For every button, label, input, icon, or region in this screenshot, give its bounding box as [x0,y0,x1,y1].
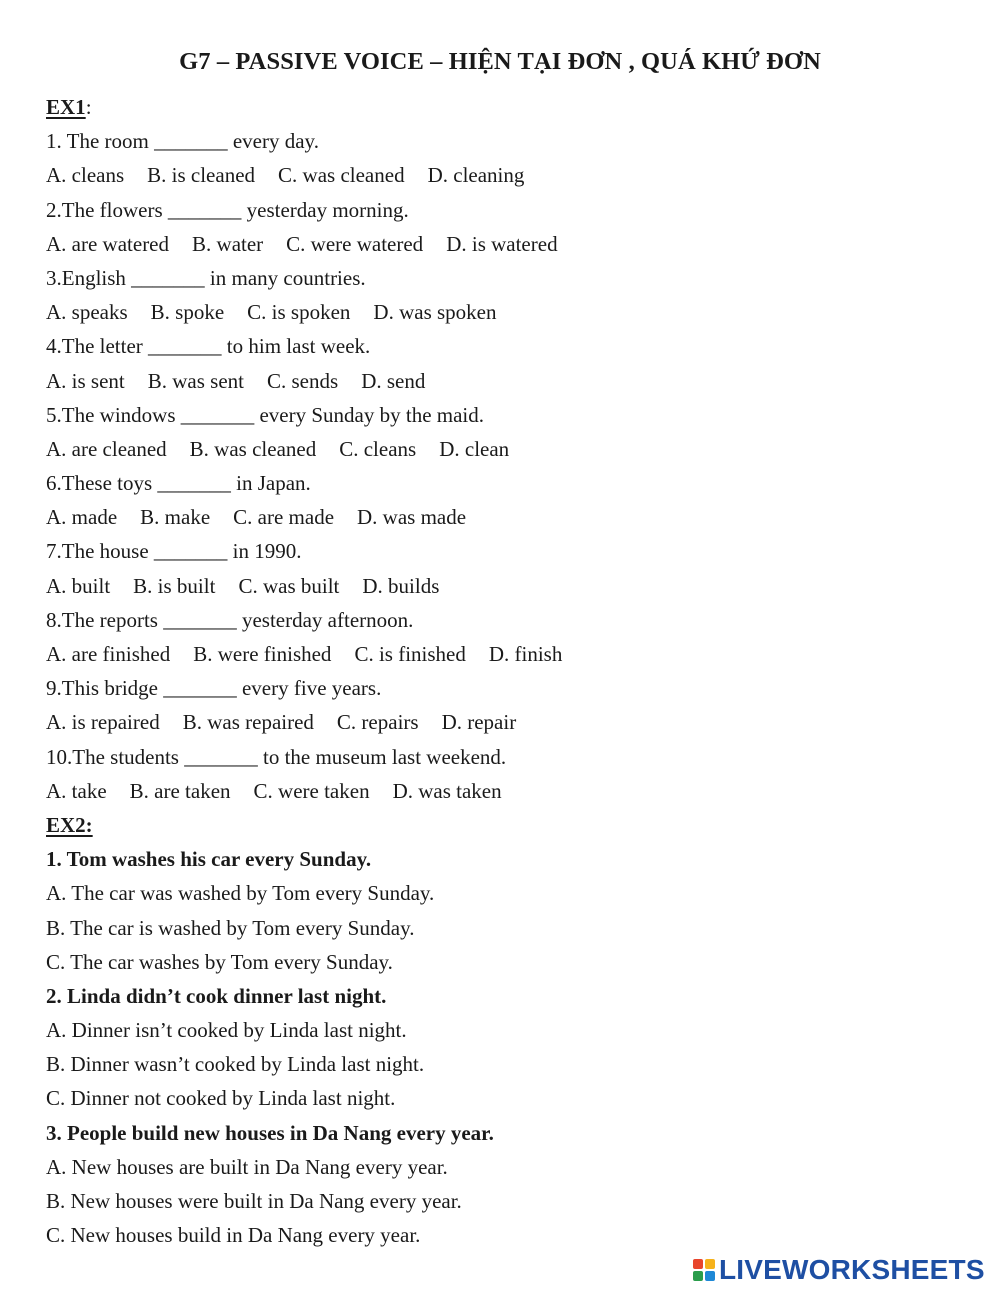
option-d[interactable]: D. was made [357,505,467,530]
option-d[interactable]: D. finish [488,642,563,666]
options-row [46,432,946,466]
option-d[interactable]: D. repair [441,710,517,735]
liveworksheets-logo [693,1255,985,1285]
logo-square-red [693,1259,703,1269]
option-b[interactable]: B. are taken [129,778,231,803]
option-b[interactable]: B. spoke [150,300,225,325]
option-a[interactable]: A. take [46,778,107,803]
ex2-option-b[interactable]: B. New houses were built in Da Nang every year. [46,1189,462,1213]
option-a[interactable]: A. built [46,573,111,598]
option-d[interactable]: D. send [361,368,426,393]
ex2-option-c[interactable]: C. The car washes by Tom every Sunday. [46,949,393,974]
options-row [46,705,946,739]
ex1-heading [46,90,946,124]
ex2-option-c[interactable]: C. Dinner not cooked by Linda last night. [46,1086,396,1111]
option-c[interactable]: C. is spoken [247,300,351,325]
option-a[interactable]: A. is sent [46,368,125,393]
question-stem: 3.English _______ in many countries. [46,265,366,290]
question-stem: 5.The windows _______ every Sunday by the maid. [46,402,485,427]
option-a[interactable]: A. speaks [46,300,128,325]
logo-square-yellow [705,1259,715,1269]
ex2-option-b[interactable]: B. Dinner wasn’t cooked by Linda last night. [46,1052,425,1077]
option-c[interactable]: C. cleans [339,436,417,461]
option-a[interactable]: A. cleans [46,163,125,188]
ex2-option-c[interactable]: C. New houses build in Da Nang every year. [46,1223,421,1248]
question-stem: 1. The room _______ every day. [46,129,319,154]
ex2-option-a[interactable]: A. Dinner isn’t cooked by Linda last night. [46,1018,407,1043]
option-c[interactable]: C. are made [233,505,335,530]
options-row [46,364,946,398]
logo-text: LIVEWORKSHEETS [719,1254,985,1285]
option-d[interactable]: D. cleaning [427,163,525,188]
page-title: G7 – PASSIVE VOICE – HIỆN TẠI ĐƠN , QUÁ KHỨ ĐƠN [179,48,821,75]
option-c[interactable]: C. were taken [253,778,370,803]
options-row [46,295,946,329]
option-b[interactable]: B. is built [133,573,216,598]
ex2-prompt: 1. Tom washes his car every Sunday. [46,847,372,872]
question-stem: 4.The letter _______ to him last week. [46,334,371,359]
option-a[interactable]: A. are watered [46,231,170,256]
options-row [46,637,946,671]
question-stem: 6.These toys _______ in Japan. [46,471,311,496]
option-d[interactable]: D. was taken [392,778,502,803]
option-c[interactable]: C. is finished [354,642,466,666]
options-row [46,227,946,261]
options-row [46,774,946,808]
ex2-prompt: 2. Linda didn’t cook dinner last night. [46,983,387,1008]
ex2-option-b[interactable]: B. The car is washed by Tom every Sunday. [46,915,415,940]
option-b[interactable]: B. were finished [193,642,332,666]
option-a[interactable]: A. made [46,505,118,530]
option-c[interactable]: C. was built [238,573,340,598]
question-stem: 10.The students _______ to the museum last weekend. [46,744,507,769]
ex2-label: EX2: [46,812,93,837]
option-b[interactable]: B. is cleaned [147,163,256,188]
option-b[interactable]: B. water [192,231,264,256]
option-a[interactable]: A. is repaired [46,710,160,735]
liveworksheets-logo-icon [693,1259,715,1281]
logo-square-blue [705,1271,715,1281]
option-d[interactable]: D. was spoken [373,300,497,325]
ex1-colon: : [85,95,92,119]
option-a[interactable]: A. are cleaned [46,436,167,461]
option-c[interactable]: C. was cleaned [278,163,405,188]
option-d[interactable]: D. builds [362,573,440,598]
option-d[interactable]: D. is watered [446,231,558,256]
option-a[interactable]: A. are finished [46,642,171,666]
question-stem: 7.The house _______ in 1990. [46,539,302,564]
option-b[interactable]: B. was cleaned [189,436,317,461]
options-row [46,500,946,534]
option-c[interactable]: C. sends [267,368,339,393]
ex2-option-a[interactable]: A. New houses are built in Da Nang every year. [46,1154,448,1179]
question-stem: 8.The reports _______ yesterday afternoon. [46,607,414,632]
option-c[interactable]: C. repairs [336,710,419,735]
option-c[interactable]: C. were watered [286,231,424,256]
option-d[interactable]: D. clean [439,436,510,461]
option-b[interactable]: B. was sent [147,368,244,393]
worksheet-content [46,90,946,1252]
logo-square-green [693,1271,703,1281]
options-row [46,158,946,192]
options-row [46,569,946,603]
ex1-label: EX1 [46,95,86,119]
question-stem: 9.This bridge _______ every five years. [46,676,382,701]
ex2-heading [46,808,946,842]
question-stem: 2.The flowers _______ yesterday morning. [46,197,409,222]
option-b[interactable]: B. was repaired [182,710,314,735]
option-b[interactable]: B. make [140,505,211,530]
ex2-option-a[interactable]: A. The car was washed by Tom every Sunday. [46,881,435,906]
ex2-prompt: 3. People build new houses in Da Nang every year. [46,1120,494,1145]
